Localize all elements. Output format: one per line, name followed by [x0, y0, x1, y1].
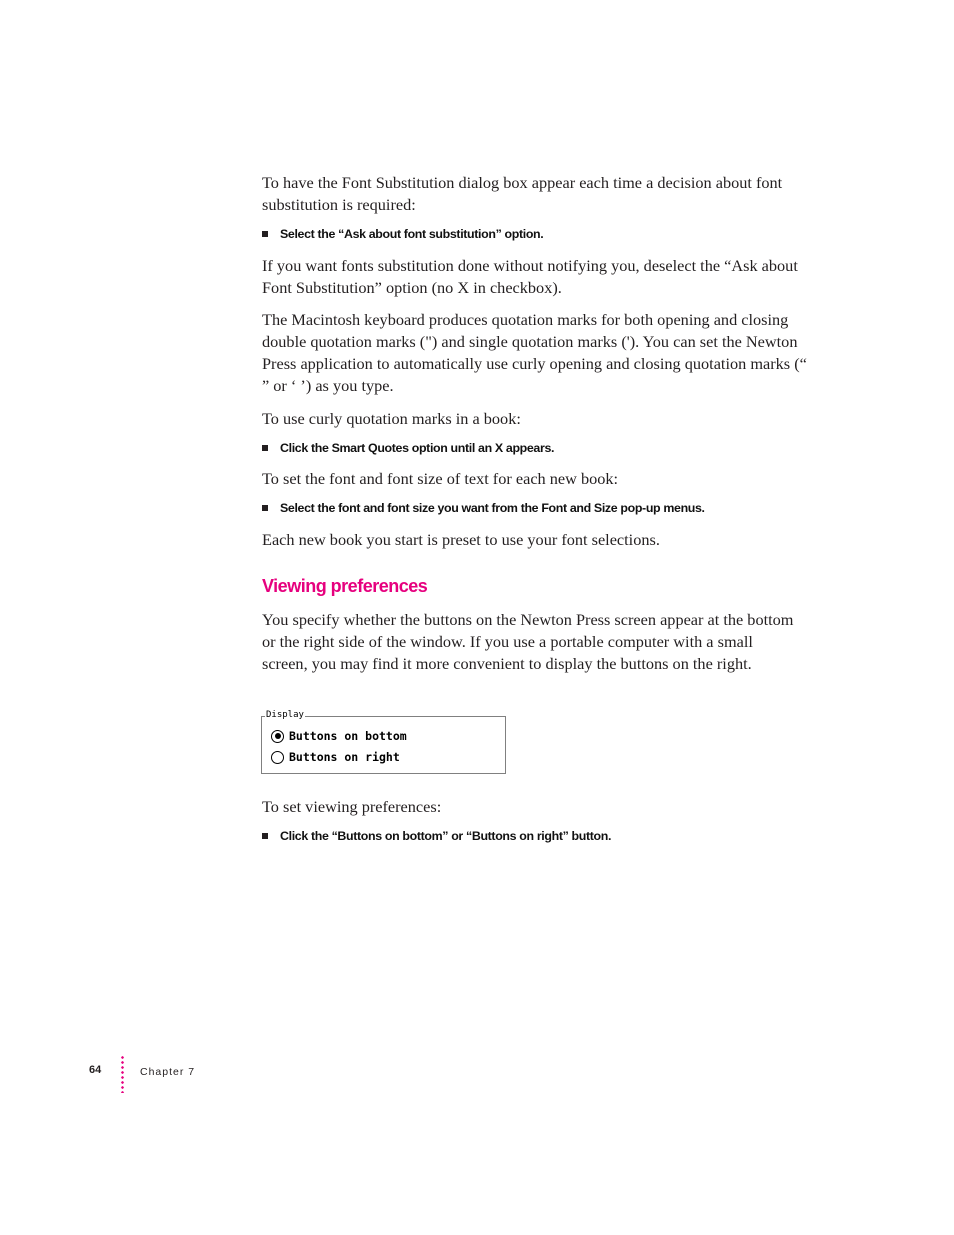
- step-smart-quotes: [262, 440, 822, 456]
- paragraph-quotation-marks: The Macintosh keyboard produces quotation marks for both opening and closing double quotation marks (") and single quotation marks ('). You can set the Newton Press application to automatically use curly opening and closing quotation marks (“ ” or ‘ ’) as you type.: [262, 310, 807, 395]
- paragraph-curly-quotes: To use curly quotation marks in a book:: [262, 409, 521, 428]
- radio-selected-icon[interactable]: [271, 730, 284, 743]
- intro-paragraph: To have the Font Substitution dialog box appear each time a decision about font substitution is required:: [262, 173, 783, 214]
- bullet-icon: [262, 833, 268, 839]
- display-options-group: [261, 710, 506, 774]
- chapter-label: Chapter 7: [140, 1066, 196, 1078]
- dotted-divider: [121, 1055, 124, 1093]
- section-heading-viewing-preferences: Viewing preferences: [262, 576, 428, 596]
- step-text: Select the “Ask about font substitution” option.: [280, 227, 544, 241]
- step-text: Select the font and font size you want from the Font and Size pop-up menus.: [280, 501, 705, 515]
- radio-buttons-on-bottom[interactable]: [271, 729, 407, 743]
- paragraph-font-size: To set the font and font size of text for each new book:: [262, 469, 619, 488]
- radio-unselected-icon[interactable]: [271, 751, 284, 764]
- step-text: Click the “Buttons on bottom” or “Buttons on right” button.: [280, 829, 612, 843]
- bullet-icon: [262, 505, 268, 511]
- paragraph-viewing: You specify whether the buttons on the Newton Press screen appear at the bottom or the right side of the window. If you use a portable computer with a small screen, you may find it more convenient to display the buttons on the right.: [262, 610, 794, 673]
- display-group-legend: Display: [266, 710, 304, 720]
- bullet-icon: [262, 231, 268, 237]
- step-text: Click the Smart Quotes option until an X appears.: [280, 441, 555, 455]
- radio-label: Buttons on right: [289, 750, 400, 764]
- step-ask-font-substitution: [262, 226, 822, 242]
- step-choose-buttons-position: [262, 828, 822, 844]
- step-font-size-menus: [262, 500, 822, 516]
- bullet-icon: [262, 445, 268, 451]
- radio-label: Buttons on bottom: [289, 729, 407, 743]
- paragraph-set-viewing: To set viewing preferences:: [262, 797, 442, 816]
- paragraph-no-notify: If you want fonts substitution done without notifying you, deselect the “Ask about Font Substitution” option (no X in checkbox).: [262, 256, 798, 297]
- paragraph-preset: Each new book you start is preset to use your font selections.: [262, 530, 660, 549]
- page-number: 64: [89, 1064, 102, 1076]
- radio-buttons-on-right[interactable]: [271, 750, 400, 764]
